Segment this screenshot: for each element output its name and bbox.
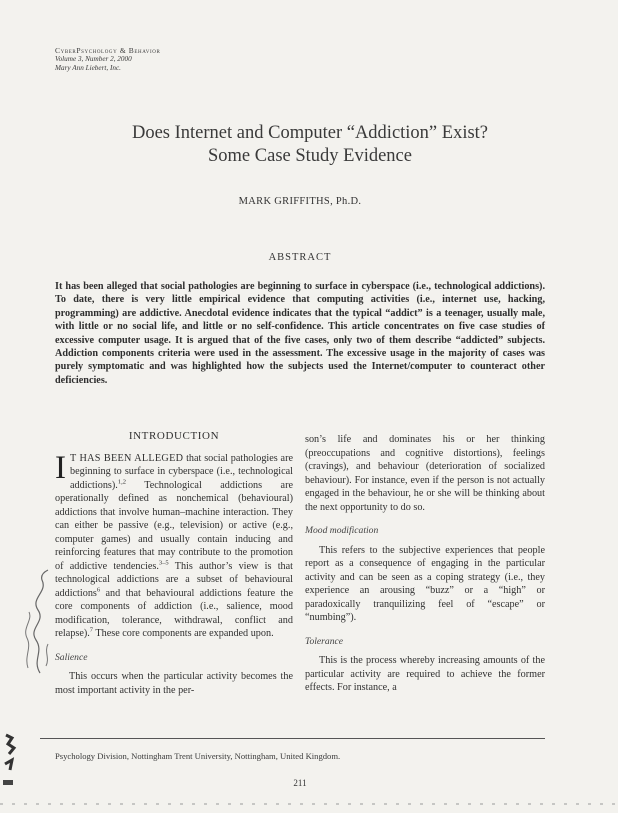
introduction-heading: INTRODUCTION	[128, 430, 220, 442]
right-column	[305, 433, 545, 695]
salience-heading: Salience	[55, 651, 88, 663]
drop-cap: I	[55, 449, 66, 486]
page-number: 211	[293, 778, 307, 788]
citation: 7	[89, 626, 94, 634]
journal-publisher: Mary Ann Liebert, Inc.	[55, 64, 121, 72]
scan-artifact	[0, 802, 618, 806]
author-name: MARK GRIFFITHS, Ph.D.	[238, 196, 362, 207]
left-column	[55, 430, 293, 697]
margin-ink-mark	[0, 730, 22, 800]
intro-text-b: Technological addictions are operationally defined as nonchemical (behavioural) addictions that involve human–machine interaction. They can either be passive (e.g., television) or active (e.g., computer games) and usually contain inducing and reinforcing features that may contribute to the promotion of addictive tendencies.	[55, 479, 293, 572]
intro-paragraph	[55, 449, 293, 641]
salience-continuation: son’s life and dominates his or her thinking (preoccupations and cognitive distortions), feelings (cravings), and behaviour (deterioration of socialized behaviour). For instance, even if the person is not actually engaged in the behaviour, he or she will be thinking about the next opportunity to do so.	[305, 434, 545, 513]
paper-title	[40, 122, 580, 168]
title-line-1: Does Internet and Computer “Addiction” Exist?	[131, 123, 489, 143]
tolerance-heading: Tolerance	[305, 635, 344, 647]
abstract-text: It has been alleged that social pathologies are beginning to surface in cyberspace (i.e., technological addictions). To date, there is very little empirical evidence that computing activities (i.e., internet use, hacking, programming) are addictive. Anecdotal evidence indicates that the typical “addict” is a teenager, usually male, with little or no social life, and little or no self-confidence. This article concentrates on five case studies of excessive computer usage. It is argued that of the five cases, only two of them describe “addicted” subjects. Addiction components criteria were used in the assessment. The excessive usage in the majority of cases was purely symptomatic and was highlighted how the subjects used the Internet/computer to counteract other deficiencies.	[55, 281, 545, 386]
abstract-heading: ABSTRACT	[268, 252, 332, 263]
intro-text-c: This author’s view is that technological addictions are a subset of behavioural addictions	[55, 560, 293, 599]
mood-modification-heading: Mood modification	[305, 525, 379, 536]
title-line-2: Some Case Study Evidence	[208, 146, 412, 166]
tolerance-paragraph: This is the process whereby increasing amounts of the particular activity are required to achieve the former effects. For instance, a	[305, 655, 545, 693]
citation: 6	[96, 586, 101, 594]
intro-text-e: These core components are expanded upon.	[93, 628, 274, 639]
salience-paragraph: This occurs when the particular activity becomes the most important activity in the per-	[55, 671, 293, 696]
mood-modification-paragraph: This refers to the subjective experiences that people report as a consequence of engaging in the particular activity and can be seen as a coping strategy (i.e., they experience an arousing “buzz” or a “high” or paradoxically tranquilizing feel of “escape” or “numbing”).	[305, 544, 545, 623]
intro-text-d: and that behavioural addictions feature the core components of addiction (i.e., salience, mood modification, tolerance, withdrawal, conflict and relapse).	[55, 587, 293, 639]
citation: 1,2	[117, 478, 126, 486]
footnote-divider	[40, 738, 545, 739]
handwritten-annotation	[18, 568, 58, 678]
journal-header	[55, 46, 160, 73]
intro-lead: T HAS BEEN ALLEGED	[70, 452, 184, 464]
affiliation-footnote: Psychology Division, Nottingham Trent University, Nottingham, United Kingdom.	[55, 751, 341, 761]
journal-name: CyberPsychology & Behavior	[55, 46, 161, 55]
journal-volume: Volume 3, Number 2, 2000	[55, 55, 132, 63]
intro-text-a: that social pathologies are beginning to surface in cyberspace (i.e., technological addictions).	[70, 452, 293, 491]
citation: 3–5	[158, 559, 169, 567]
